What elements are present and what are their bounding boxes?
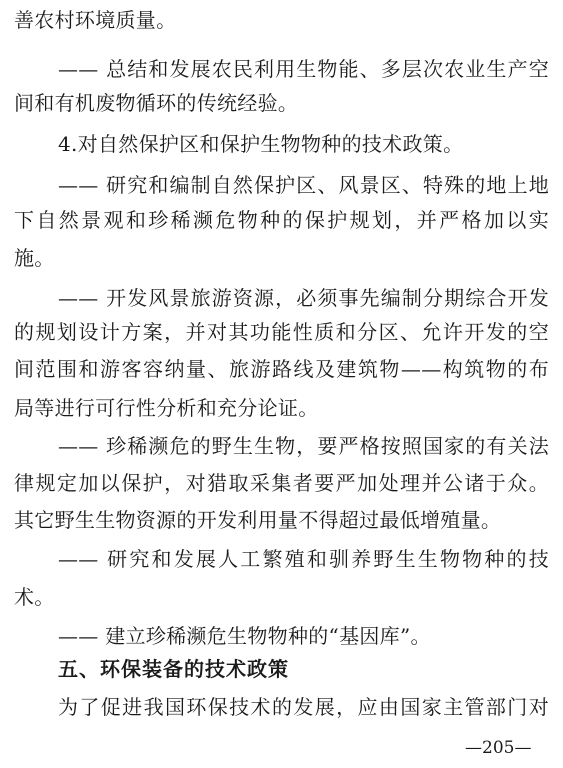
text-line-12: —— 珍稀濒危的野生生物，要严格按照国家的有关法 — [58, 434, 549, 458]
text-line-13: 律规定加以保护，对猎取采集者要严加处理并公诸于众。 — [14, 471, 549, 495]
text-line-10: 间范围和游客容纳量、旅游路线及建筑物——构筑物的布 — [14, 357, 549, 381]
text-line-14: 其它野生生物资源的开发利用量不得超过最低增殖量。 — [14, 508, 502, 532]
text-line-8: —— 开发风景旅游资源，必须事先编制分期综合开发 — [58, 286, 549, 310]
section-4-title: 4.对自然保护区和保护生物物种的技术政策。 — [58, 132, 464, 156]
text-line-16: 术。 — [14, 585, 55, 609]
text-line-11: 局等进行可行性分析和充分论证。 — [14, 396, 319, 420]
text-line-5: —— 研究和编制自然保护区、风景区、特殊的地上地 — [58, 173, 549, 197]
text-line-6: 下自然景观和珍稀濒危物种的保护规划，并严格加以实 — [14, 208, 549, 232]
text-line-17: —— 建立珍稀濒危生物物种的“基因库”。 — [58, 624, 431, 648]
page-number: —205— — [465, 738, 532, 758]
text-line-2: —— 总结和发展农民利用生物能、多层次农业生产空 — [58, 57, 549, 81]
text-line-3: 间和有机废物循环的传统经验。 — [14, 91, 299, 115]
text-line-15: —— 研究和发展人工繁殖和驯养野生生物物种的技 — [58, 547, 549, 571]
text-line-7: 施。 — [14, 246, 55, 270]
section-5-heading: 五、环保装备的技术政策 — [58, 657, 289, 681]
text-line-19: 为了促进我国环保技术的发展，应由国家主管部门对 — [58, 695, 549, 719]
text-line-9: 的规划设计方案，并对其功能性质和分区、允许开发的空 — [14, 320, 549, 344]
text-line-1: 善农村环境质量。 — [14, 8, 177, 32]
